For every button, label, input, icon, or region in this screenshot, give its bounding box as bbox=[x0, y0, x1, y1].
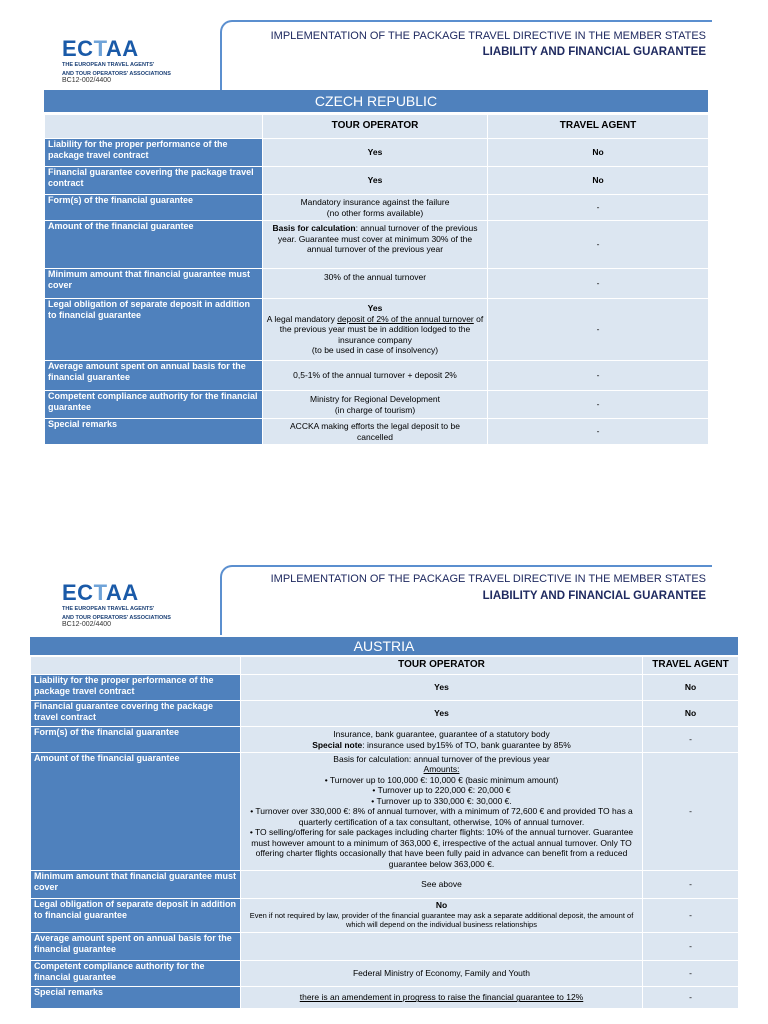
deposit-no: No bbox=[435, 900, 448, 911]
liability-travel-agent: No bbox=[488, 139, 709, 167]
list-item: • Turnover up to 100,000 €: 10,000 € (basic minimum amount) bbox=[324, 774, 559, 785]
ectaa-logo bbox=[62, 38, 171, 85]
czech-page bbox=[0, 0, 768, 460]
label-average: Average amount spent on annual basis for the financial guarantee bbox=[31, 933, 241, 961]
forms-special-note-label: Special note bbox=[312, 739, 363, 750]
label-forms: Form(s) of the financial guarantee bbox=[45, 195, 263, 221]
forms-tour-operator bbox=[263, 195, 488, 221]
average-tour-operator bbox=[241, 933, 643, 961]
deposit-text-b: of the previous year must be in addition lodged to the insurance company bbox=[279, 313, 484, 345]
amount-item-text: Turnover up to 330,000 €: 30,000 €. bbox=[376, 795, 512, 806]
amount-list bbox=[244, 775, 639, 807]
amount-basis-label: Basis for calculation bbox=[272, 223, 356, 233]
amount-tour-operator bbox=[263, 221, 488, 269]
table-row bbox=[31, 657, 739, 675]
liability-tour-operator: Yes bbox=[241, 675, 643, 701]
column-header-tour-operator: TOUR OPERATOR bbox=[263, 115, 488, 139]
liability-travel-agent: No bbox=[643, 675, 739, 701]
deposit-text: Even if not required by law, provider of the financial guarantee may ask a separate additional deposit, the amount of which will depend on the individual business relationships bbox=[249, 910, 634, 930]
remarks-tour-operator: ACCKA making efforts the legal deposit to be cancelled bbox=[263, 419, 488, 445]
cover-tour-operator: Yes bbox=[263, 167, 488, 195]
amount-item-text: Turnover up to 220,000 €: 20,000 € bbox=[377, 785, 511, 796]
forms-special-note-text: : insurance used by15% of TO, bank guarantee by 85% bbox=[362, 739, 571, 750]
label-minimum: Minimum amount that financial guarantee must cover bbox=[45, 269, 263, 299]
minimum-tour-operator: 30% of the annual turnover bbox=[263, 269, 488, 299]
amount-item-text: Turnover up to 100,000 €: 10,000 € (basic minimum amount) bbox=[329, 774, 559, 785]
table-row bbox=[45, 269, 709, 299]
table-row bbox=[45, 391, 709, 419]
forms-special-note bbox=[244, 740, 639, 751]
logo-subtitle-1: THE EUROPEAN TRAVEL AGENTS' bbox=[62, 606, 155, 612]
deposit-tour-operator bbox=[263, 299, 488, 361]
corner-cell bbox=[45, 115, 263, 139]
table-row bbox=[31, 871, 739, 899]
list-item: • Turnover up to 330,000 €: 30,000 €. bbox=[371, 795, 512, 806]
liability-tour-operator: Yes bbox=[263, 139, 488, 167]
average-travel-agent: - bbox=[488, 361, 709, 391]
label-remarks: Special remarks bbox=[45, 419, 263, 445]
country-title: CZECH REPUBLIC bbox=[44, 90, 708, 112]
label-remarks: Special remarks bbox=[31, 987, 241, 1009]
minimum-travel-agent: - bbox=[643, 871, 739, 899]
label-deposit: Legal obligation of separate deposit in addition to financial guarantee bbox=[45, 299, 263, 361]
table-row bbox=[45, 221, 709, 269]
amount-over-text: Turnover over 330,000 €: 8% of annual turnover, with a minimum of 72,600 € and provided TO has a quarterly certification of a tax consultant, otherwise, 10% of annual turnover. bbox=[255, 806, 633, 827]
forms-line-1: Insurance, bank guarantee, guarantee of a statutory body bbox=[333, 729, 550, 739]
table-row bbox=[31, 675, 739, 701]
authority-line-2: (in charge of tourism) bbox=[334, 404, 416, 415]
label-forms: Form(s) of the financial guarantee bbox=[31, 727, 241, 753]
logo-mark: ECTAA bbox=[62, 36, 139, 61]
table-row bbox=[31, 933, 739, 961]
label-minimum: Minimum amount that financial guarantee must cover bbox=[31, 871, 241, 899]
ectaa-logo bbox=[62, 582, 171, 629]
forms-line-2: (no other forms available) bbox=[326, 207, 424, 218]
label-authority: Competent compliance authority for the financial guarantee bbox=[31, 961, 241, 987]
header-subtitle: LIABILITY AND FINANCIAL GUARANTEE bbox=[482, 590, 706, 602]
amount-travel-agent: - bbox=[643, 753, 739, 871]
logo-subtitle-2: AND TOUR OPERATORS' ASSOCIATIONS bbox=[62, 614, 171, 621]
header-title: IMPLEMENTATION OF THE PACKAGE TRAVEL DIRECTIVE IN THE MEMBER STATES bbox=[270, 573, 706, 585]
austria-page bbox=[0, 560, 768, 1024]
label-amount: Amount of the financial guarantee bbox=[45, 221, 263, 269]
remarks-tour-operator bbox=[241, 987, 643, 1009]
column-header-tour-operator: TOUR OPERATOR bbox=[241, 657, 643, 675]
minimum-tour-operator: See above bbox=[241, 871, 643, 899]
label-liability: Liability for the proper performance of the package travel contract bbox=[31, 675, 241, 701]
forms-travel-agent: - bbox=[643, 727, 739, 753]
authority-line-1: Ministry for Regional Development bbox=[310, 394, 440, 404]
header-subtitle: LIABILITY AND FINANCIAL GUARANTEE bbox=[482, 46, 706, 58]
table-row bbox=[45, 195, 709, 221]
country-title: AUSTRIA bbox=[30, 637, 738, 655]
document-reference: BC12-002/4400 bbox=[62, 77, 112, 84]
amount-basis-text: : annual turnover of the previous year. Guarantee must cover at minimum 30% of the annual turnover of the previous year bbox=[277, 223, 478, 254]
deposit-note: (to be used in case of insolvency) bbox=[311, 345, 439, 356]
amount-travel-agent: - bbox=[488, 221, 709, 269]
column-header-travel-agent: TRAVEL AGENT bbox=[488, 115, 709, 139]
deposit-text-underlined: deposit of 2% of the annual turnover bbox=[337, 313, 474, 324]
deposit-tour-operator bbox=[241, 899, 643, 933]
forms-tour-operator bbox=[241, 727, 643, 753]
authority-tour-operator bbox=[263, 391, 488, 419]
table-row bbox=[45, 167, 709, 195]
remarks-travel-agent: - bbox=[488, 419, 709, 445]
list-item: • Turnover up to 220,000 €: 20,000 € bbox=[372, 785, 511, 796]
cover-travel-agent: No bbox=[488, 167, 709, 195]
label-average: Average amount spent on annual basis for the financial guarantee bbox=[45, 361, 263, 391]
logo-subtitle-1: THE EUROPEAN TRAVEL AGENTS' bbox=[62, 62, 155, 68]
remarks-travel-agent: - bbox=[643, 987, 739, 1009]
table-row bbox=[45, 361, 709, 391]
authority-tour-operator: Federal Ministry of Economy, Family and Youth bbox=[241, 961, 643, 987]
cover-tour-operator: Yes bbox=[241, 701, 643, 727]
table-row bbox=[31, 701, 739, 727]
deposit-travel-agent: - bbox=[488, 299, 709, 361]
austria-table bbox=[30, 656, 739, 1009]
document-reference: BC12-002/4400 bbox=[62, 621, 112, 628]
cover-travel-agent: No bbox=[643, 701, 739, 727]
authority-travel-agent: - bbox=[488, 391, 709, 419]
table-row bbox=[45, 115, 709, 139]
forms-travel-agent: - bbox=[488, 195, 709, 221]
table-row bbox=[31, 753, 739, 871]
czech-table bbox=[44, 114, 709, 445]
label-guarantee-cover: Financial guarantee covering the package travel contract bbox=[31, 701, 241, 727]
logo-mark: ECTAA bbox=[62, 580, 139, 605]
deposit-text bbox=[266, 314, 484, 346]
amount-tour-operator bbox=[241, 753, 643, 871]
minimum-travel-agent: - bbox=[488, 269, 709, 299]
authority-travel-agent: - bbox=[643, 961, 739, 987]
label-guarantee-cover: Financial guarantee covering the package travel contract bbox=[45, 167, 263, 195]
average-tour-operator: 0,5-1% of the annual turnover + deposit 2% bbox=[263, 361, 488, 391]
label-deposit: Legal obligation of separate deposit in addition to financial guarantee bbox=[31, 899, 241, 933]
corner-cell bbox=[31, 657, 241, 675]
deposit-travel-agent: - bbox=[643, 899, 739, 933]
table-row bbox=[31, 961, 739, 987]
label-authority: Competent compliance authority for the financial guarantee bbox=[45, 391, 263, 419]
amount-charter-text: TO selling/offering for sale packages including charter flights: 10% of the annual turnover. Guarantee must however amount to a minimum of 363,000 €, irrespective of the actual annual turnover. Only TO offering charter flights occasionally that have been fully paid in advance can benefit from a reduced guarantee below 363,000 €. bbox=[251, 827, 634, 869]
average-travel-agent: - bbox=[643, 933, 739, 961]
logo-subtitle-2: AND TOUR OPERATORS' ASSOCIATIONS bbox=[62, 70, 171, 77]
forms-line-1: Mandatory insurance against the failure bbox=[300, 197, 450, 207]
deposit-yes: Yes bbox=[367, 303, 383, 314]
table-row bbox=[45, 139, 709, 167]
amount-charter: • TO selling/offering for sale packages including charter flights: 10% of the annual turnover. Guarantee must however amount to a minimum of 363,000 €, irrespective of the actual annual turnover. Only TO offering charter flights occasionally that have been fully paid in advance can benefit from a reduced guarantee below 363,000 €. bbox=[249, 827, 634, 869]
amount-over: • Turnover over 330,000 €: 8% of annual turnover, with a minimum of 72,600 € and provided TO has a quarterly certification of a tax consultant, otherwise, 10% of annual turnover. bbox=[250, 806, 633, 827]
column-header-travel-agent: TRAVEL AGENT bbox=[643, 657, 739, 675]
remarks-text: there is an amendement in progress to raise the financial guarantee to 12% bbox=[299, 992, 584, 1003]
header-title: IMPLEMENTATION OF THE PACKAGE TRAVEL DIRECTIVE IN THE MEMBER STATES bbox=[270, 30, 706, 42]
table-row bbox=[45, 419, 709, 445]
amount-heading: Amounts: bbox=[423, 764, 460, 775]
table-row bbox=[45, 299, 709, 361]
deposit-text-a: A legal mandatory bbox=[266, 313, 338, 324]
label-amount: Amount of the financial guarantee bbox=[31, 753, 241, 871]
table-row bbox=[31, 727, 739, 753]
table-row bbox=[31, 899, 739, 933]
table-row bbox=[31, 987, 739, 1009]
amount-basis: Basis for calculation: annual turnover of the previous year bbox=[333, 753, 550, 764]
label-liability: Liability for the proper performance of the package travel contract bbox=[45, 139, 263, 167]
